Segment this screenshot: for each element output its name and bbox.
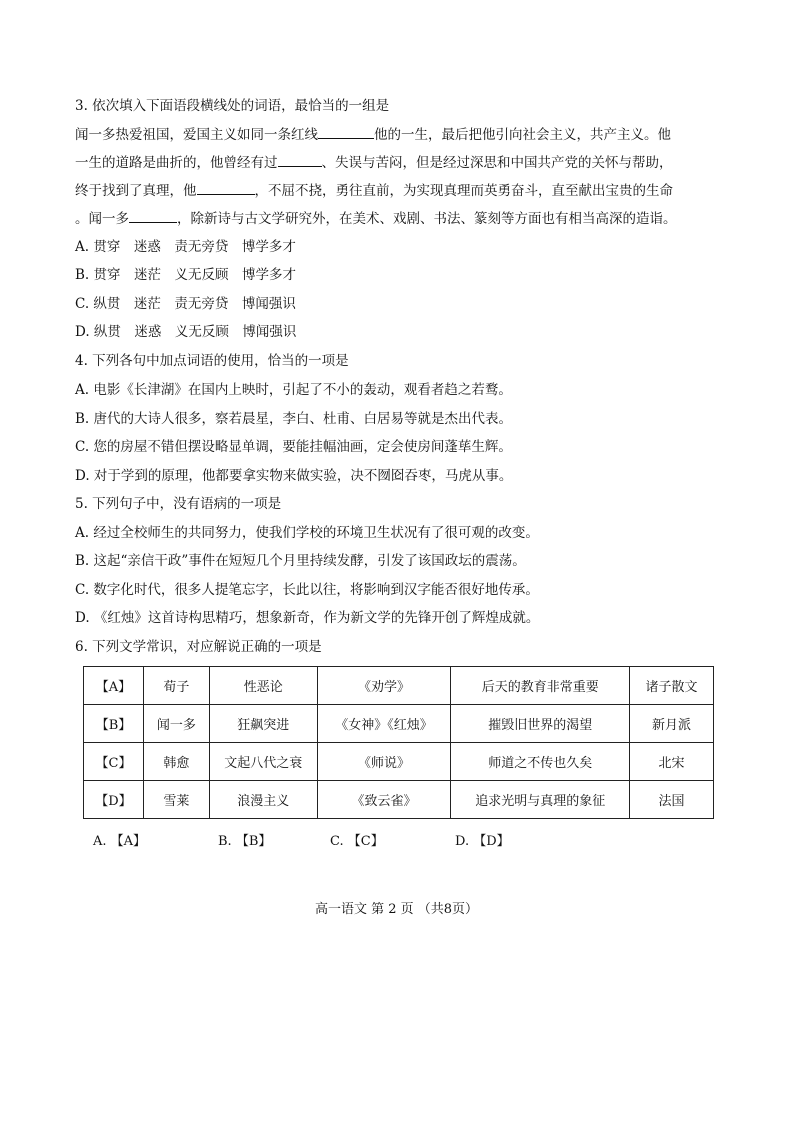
q5-option-c: C. 数字化时代，很多人提笔忘字，长此以往，将影响到汉字能否很好地传承。 xyxy=(75,582,539,598)
category-cell: 诸子散文 xyxy=(630,667,714,705)
q4-option-b: B. 唐代的大诗人很多，察若晨星，李白、杜甫、白居易等就是杰出代表。 xyxy=(75,411,513,427)
author-cell: 雪莱 xyxy=(143,781,209,819)
q5-option-a: A. 经过全校师生的共同努力，使我们学校的环境卫生状况有了很可观的改变。 xyxy=(75,525,539,541)
q3-passage-line-4: 。闻一多 ，除新诗与古文学研究外，在美术、戏剧、书法、篆刻等方面也有相当高深的造诣。 xyxy=(75,211,677,227)
table-row xyxy=(84,667,714,705)
row-label: 【B】 xyxy=(84,705,144,743)
q4-option-d: D. 对于学到的原理，他都要拿实物来做实验，决不囫囵吞枣，马虎从事。 xyxy=(75,468,513,484)
category-cell: 法国 xyxy=(630,781,714,819)
q5-stem: 5. 下列句子中，没有语病的一项是 xyxy=(75,496,282,512)
row-label: 【A】 xyxy=(84,667,144,705)
q3-passage-line-1: 闻一多热爱祖国，爱国主义如同一条红线 他的一生，最后把他引向社会主义，共产主义。他 xyxy=(75,127,671,143)
q6-answer-c: C. 【C】 xyxy=(330,834,384,849)
blank-2 xyxy=(278,153,322,167)
q5-option-b: B. 这起“亲信干政”事件在短短几个月里持续发酵，引发了该国政坛的震荡。 xyxy=(75,553,526,569)
q6-answer-b: B. 【B】 xyxy=(218,834,272,849)
work-cell: 《师说》 xyxy=(317,743,451,781)
explanation-cell: 追求光明与真理的象征 xyxy=(451,781,630,819)
q6-answer-a: A. 【A】 xyxy=(93,834,147,849)
q3-option-a: A. 贯穿 迷惑 责无旁贷 博学多才 xyxy=(75,239,296,255)
blank-3 xyxy=(197,181,255,195)
q3-option-d: D. 纵贯 迷惑 义无反顾 博闻强识 xyxy=(75,324,297,340)
q4-option-a: A. 电影《长津湖》在国内上映时，引起了不小的轰动，观看者趋之若鹜。 xyxy=(75,382,512,398)
q6-answer-d: D. 【D】 xyxy=(455,834,510,849)
idea-cell: 性恶论 xyxy=(209,667,317,705)
author-cell: 荀子 xyxy=(143,667,209,705)
q4-stem: 4. 下列各句中加点词语的使用，恰当的一项是 xyxy=(75,353,349,369)
blank-4 xyxy=(129,209,177,223)
row-label: 【D】 xyxy=(84,781,144,819)
category-cell: 北宋 xyxy=(630,743,714,781)
q6-stem: 6. 下列文学常识，对应解说正确的一项是 xyxy=(75,639,322,655)
work-cell: 《女神》《红烛》 xyxy=(317,705,451,743)
explanation-cell: 师道之不传也久矣 xyxy=(451,743,630,781)
blank-1 xyxy=(318,125,374,139)
q3-stem: 3. 依次填入下面语段横线处的词语，最恰当的一组是 xyxy=(75,98,390,114)
literature-table xyxy=(83,666,714,819)
idea-cell: 浪漫主义 xyxy=(209,781,317,819)
q5-option-d: D. 《红烛》这首诗构思精巧，想象新奇，作为新文学的先锋开创了辉煌成就。 xyxy=(75,610,540,626)
row-label: 【C】 xyxy=(84,743,144,781)
explanation-cell: 后天的教育非常重要 xyxy=(451,667,630,705)
q3-passage-line-2: 一生的道路是曲折的，他曾经有过 、失误与苦闷，但是经过深思和中国共产党的关怀与帮助， xyxy=(75,155,673,171)
q3-option-b: B. 贯穿 迷茫 义无反顾 博学多才 xyxy=(75,267,297,283)
table-row xyxy=(84,781,714,819)
explanation-cell: 摧毁旧世界的渴望 xyxy=(451,705,630,743)
table-row xyxy=(84,743,714,781)
q3-passage-line-3: 终于找到了真理，他 ，不屈不挠，勇往直前，为实现真理而英勇奋斗，直至献出宝贵的生命 xyxy=(75,183,673,199)
q3-option-c: C. 纵贯 迷茫 责无旁贷 博闻强识 xyxy=(75,296,296,312)
work-cell: 《致云雀》 xyxy=(317,781,451,819)
idea-cell: 文起八代之衰 xyxy=(209,743,317,781)
author-cell: 闻一多 xyxy=(143,705,209,743)
category-cell: 新月派 xyxy=(630,705,714,743)
idea-cell: 狂飙突进 xyxy=(209,705,317,743)
page-footer: 高一语文 第 2 页 （共8页） xyxy=(314,902,479,917)
author-cell: 韩愈 xyxy=(143,743,209,781)
table-row xyxy=(84,705,714,743)
work-cell: 《劝学》 xyxy=(317,667,451,705)
q4-option-c: C. 您的房屋不错但摆设略显单调，要能挂幅油画，定会使房间蓬荜生辉。 xyxy=(75,439,512,455)
